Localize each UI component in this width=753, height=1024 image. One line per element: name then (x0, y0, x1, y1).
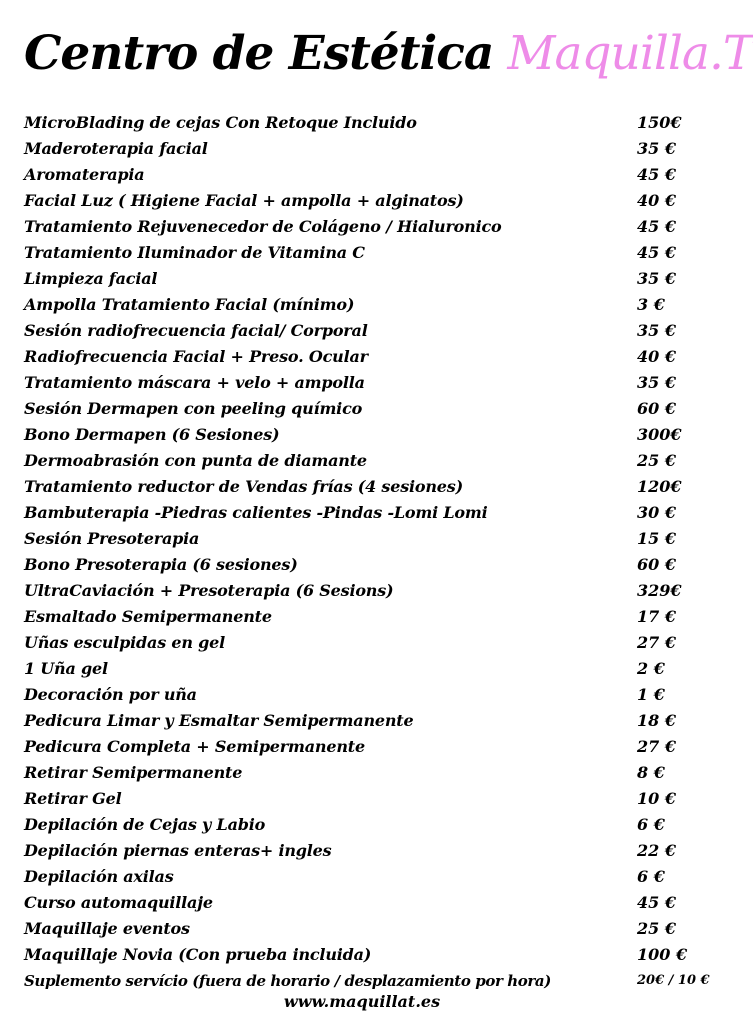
price-list-item (24, 760, 700, 786)
price-list-item (24, 110, 700, 136)
service-price: 3 € (637, 295, 665, 314)
price-list-item (24, 396, 700, 422)
price-list-item (24, 734, 700, 760)
price-list-item (24, 656, 700, 682)
service-price: 1 € (637, 685, 665, 704)
price-list-item (24, 968, 710, 994)
service-price: 300€ (637, 425, 682, 444)
price-list-item (24, 838, 700, 864)
price-list-item (24, 552, 700, 578)
service-price: 17 € (637, 607, 676, 626)
service-name: Sesión Dermapen con peeling químico (24, 399, 363, 418)
service-price: 45 € (637, 893, 676, 912)
page-title (24, 14, 753, 94)
service-name: MicroBlading de cejas Con Retoque Incluido (24, 113, 417, 132)
service-name: UltraCaviación + Presoterapia (6 Sesions) (24, 581, 394, 600)
service-name: Maderoterapia facial (24, 139, 208, 158)
price-list-item (24, 266, 700, 292)
price-list-item (24, 318, 700, 344)
price-list-item (24, 370, 700, 396)
price-list-item (24, 162, 700, 188)
service-name: Bambuterapia -Piedras calientes -Pindas -Lomi Lomi (24, 503, 488, 522)
service-price: 25 € (637, 919, 676, 938)
service-price: 120€ (637, 477, 682, 496)
service-price: 6 € (637, 867, 665, 886)
service-price: 60 € (637, 399, 676, 418)
service-name: Bono Presoterapia (6 sesiones) (24, 555, 298, 574)
service-name: 1 Uña gel (24, 659, 108, 678)
price-list-item (24, 916, 700, 942)
service-price: 10 € (637, 789, 676, 808)
service-name: Curso automaquillaje (24, 893, 213, 912)
service-name: Maquillaje eventos (24, 919, 190, 938)
service-name: Sesión Presoterapia (24, 529, 200, 548)
service-name: Retirar Gel (24, 789, 122, 808)
service-price: 27 € (637, 633, 676, 652)
price-list (24, 110, 710, 994)
service-name: Esmaltado Semipermanente (24, 607, 272, 626)
service-price: 30 € (637, 503, 676, 522)
price-list-item (24, 474, 700, 500)
service-price: 45 € (637, 217, 676, 236)
service-name: Bono Dermapen (6 Sesiones) (24, 425, 280, 444)
service-name: Retirar Semipermanente (24, 763, 243, 782)
price-list-item (24, 682, 700, 708)
service-price: 18 € (637, 711, 676, 730)
price-list-item (24, 448, 700, 474)
title-centro-de-estetica: Centro de Estética (24, 26, 494, 81)
price-list-item (24, 604, 700, 630)
service-price: 35 € (637, 321, 676, 340)
price-list-item (24, 812, 700, 838)
service-price: 35 € (637, 373, 676, 392)
service-price: 329€ (637, 581, 682, 600)
price-list-item (24, 864, 700, 890)
price-list-item (24, 630, 700, 656)
price-list-item (24, 188, 700, 214)
service-price: 25 € (637, 451, 676, 470)
service-name: Tratamiento Rejuvenecedor de Colágeno / Hialuronico (24, 217, 502, 236)
service-price: 100 € (637, 945, 688, 964)
price-list-item (24, 942, 700, 968)
service-name: Facial Luz ( Higiene Facial + ampolla + alginatos) (24, 191, 464, 210)
service-name: Maquillaje Novia (Con prueba incluida) (24, 945, 372, 964)
title-brand-name: Maquilla.T (507, 26, 753, 81)
service-price: 35 € (637, 269, 676, 288)
service-price: 45 € (637, 243, 676, 262)
service-price: 15 € (637, 529, 676, 548)
service-name: Limpieza facial (24, 269, 158, 288)
service-price: 2 € (637, 659, 665, 678)
price-list-item (24, 708, 700, 734)
service-price: 40 € (637, 191, 676, 210)
service-name: Sesión radiofrecuencia facial/ Corporal (24, 321, 368, 340)
service-name: Aromaterapia (24, 165, 145, 184)
service-name: Uñas esculpidas en gel (24, 633, 225, 652)
price-list-item (24, 344, 700, 370)
price-list-item (24, 292, 700, 318)
service-price: 8 € (637, 763, 665, 782)
price-list-item (24, 786, 700, 812)
service-price: 35 € (637, 139, 676, 158)
service-name: Depilación piernas enteras+ ingles (24, 841, 332, 860)
service-name: Tratamiento Iluminador de Vitamina C (24, 243, 365, 262)
price-list-item (24, 136, 700, 162)
service-name: Depilación axilas (24, 867, 174, 886)
service-name: Depilación de Cejas y Labio (24, 815, 266, 834)
service-name: Suplemento servício (fuera de horario / desplazamiento por hora) (24, 972, 551, 990)
price-list-item (24, 422, 700, 448)
service-name: Pedicura Completa + Semipermanente (24, 737, 365, 756)
service-name: Tratamiento reductor de Vendas frías (4 sesiones) (24, 477, 463, 496)
service-name: Ampolla Tratamiento Facial (mínimo) (24, 295, 355, 314)
price-list-item (24, 214, 700, 240)
service-price: 45 € (637, 165, 676, 184)
service-name: Pedicura Limar y Esmaltar Semipermanente (24, 711, 414, 730)
service-price: 6 € (637, 815, 665, 834)
price-list-item (24, 578, 700, 604)
website-link[interactable]: www.maquillat.es (283, 992, 441, 1011)
price-list-item (24, 526, 700, 552)
service-price: 27 € (637, 737, 676, 756)
price-list-item (24, 240, 700, 266)
price-list-item (24, 890, 700, 916)
service-price: 60 € (637, 555, 676, 574)
service-name: Radiofrecuencia Facial + Preso. Ocular (24, 347, 368, 366)
service-price: 20€ / 10 € (637, 973, 710, 988)
service-price: 40 € (637, 347, 676, 366)
service-name: Dermoabrasión con punta de diamante (24, 451, 367, 470)
service-price: 22 € (637, 841, 676, 860)
service-name: Tratamiento máscara + velo + ampolla (24, 373, 365, 392)
price-list-item (24, 500, 700, 526)
service-name: Decoración por uña (24, 685, 197, 704)
service-price: 150€ (637, 113, 682, 132)
